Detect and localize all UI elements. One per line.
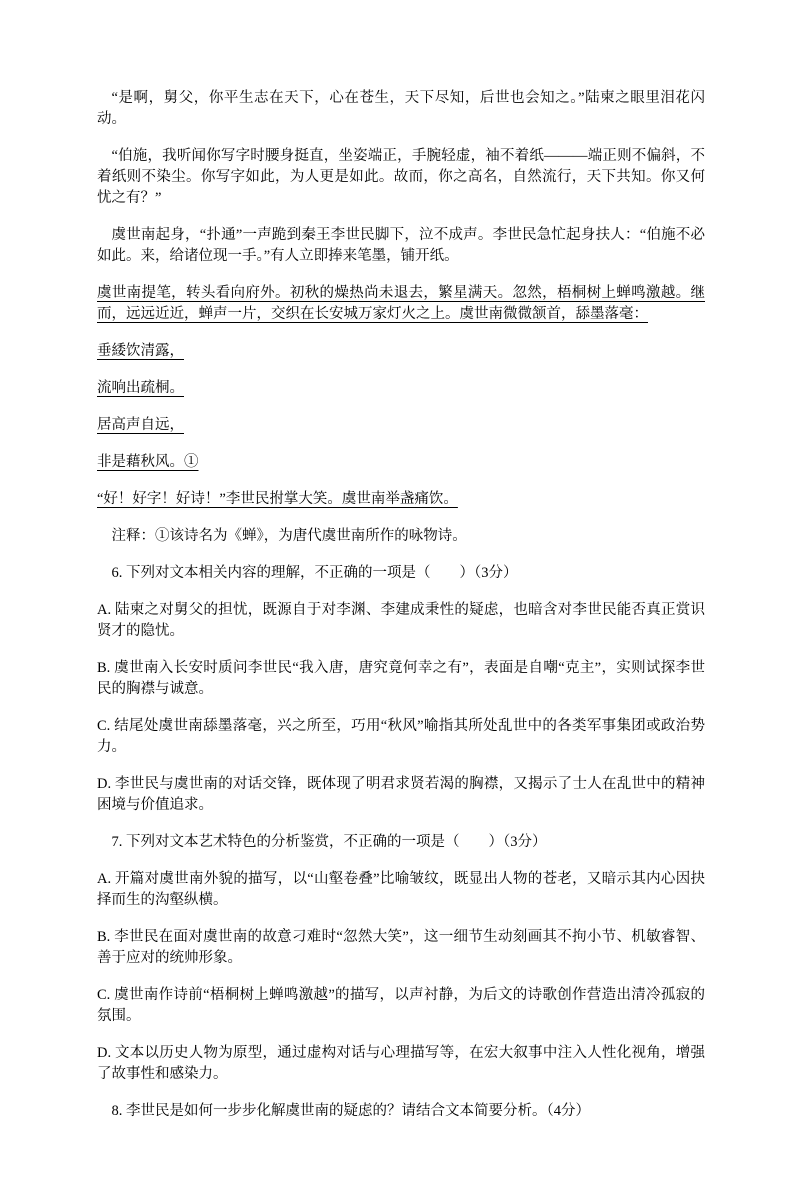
underlined-paragraph: 非是藉秋风。①	[97, 454, 199, 470]
paragraph: A. 陆柬之对舅父的担忧，既源自于对李渊、李建成秉性的疑虑，也暗含对李世民能否真正赏识贤才的隐忧。	[97, 602, 705, 639]
paragraph: 虞世南起身，“扑通”一声跪到秦王李世民脚下，泣不成声。李世民急忙起身扶人：“伯施不必如此。来，给诸位现一手。”有人立即捧来笔墨，铺开纸。	[97, 227, 705, 264]
paragraph: 注释：①该诗名为《蝉》，为唐代虞世南所作的咏物诗。	[111, 528, 467, 544]
paragraph: “是啊，舅父，你平生志在天下，心在苍生，天下尽知，后世也会知之。”陆柬之眼里泪花闪动。	[97, 90, 705, 127]
underlined-paragraph: 居高声自远，	[97, 417, 184, 433]
paragraph: 6. 下列对文本相关内容的理解，不正确的一项是（ ）（3分）	[111, 565, 518, 581]
underlined-paragraph: 流响出疏桐。	[97, 380, 184, 396]
underlined-paragraph: 垂緌饮清露，	[97, 343, 184, 359]
paragraph: A. 开篇对虞世南外貌的描写，以“山壑卷叠”比喻皱纹，既显出人物的苍老，又暗示其内心因抉择而生的沟壑纵横。	[97, 871, 705, 908]
paragraph: 7. 下列对文本艺术特色的分析鉴赏，不正确的一项是（ ）（3分）	[111, 834, 547, 850]
paragraph: 8. 李世民是如何一步步化解虞世南的疑虑的？请结合文本简要分析。（4分）	[111, 1103, 590, 1119]
paragraph: B. 李世民在面对虞世南的故意刁难时“忽然大笑”，这一细节生动刻画其不拘小节、机敏睿智、善于应对的统帅形象。	[97, 929, 705, 966]
underlined-paragraph: “好！好字！好诗！”李世民拊掌大笑。虞世南举盏痛饮。	[97, 491, 458, 507]
paragraph: C. 虞世南作诗前“梧桐树上蝉鸣激越”的描写，以声衬静，为后文的诗歌创作营造出清冷孤寂的氛围。	[97, 987, 705, 1024]
paragraph: “伯施，我听闻你写字时腰身挺直，坐姿端正，手腕轻虚，袖不着纸———端正则不偏斜，不着纸则不染尘。你写字如此，为人更是如此。故而，你之高名，自然流行，天下共知。你又何忧之有？”	[97, 148, 705, 206]
paragraph: D. 文本以历史人物为原型，通过虚构对话与心理描写等，在宏大叙事中注入人性化视角，增强了故事性和感染力。	[97, 1045, 705, 1082]
paragraph: D. 李世民与虞世南的对话交锋，既体现了明君求贤若渴的胸襟，又揭示了士人在乱世中的精神困境与价值追求。	[97, 776, 705, 813]
underlined-paragraph: 虞世南提笔，转头看向府外。初秋的燥热尚未退去，繁星满天。忽然，梧桐树上蝉鸣激越。继而，远远近近，蝉声一片，交织在长安城万家灯火之上。虞世南微微颔首，舔墨落毫：	[97, 285, 705, 322]
document-body	[97, 88, 705, 1122]
paragraph: B. 虞世南入长安时质问李世民“我入唐，唐究竟何幸之有”，表面是自嘲“克主”，实则试探李世民的胸襟与诚意。	[97, 660, 705, 697]
paragraph: C. 结尾处虞世南舔墨落毫，兴之所至，巧用“秋风”喻指其所处乱世中的各类军事集团或政治势力。	[97, 718, 705, 755]
